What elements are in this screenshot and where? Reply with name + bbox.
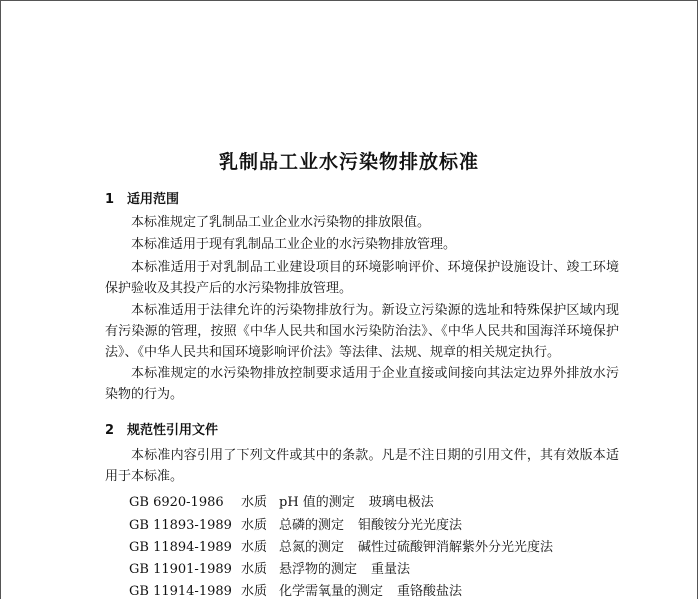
reference-row (129, 491, 434, 510)
reference-field: 水质 (241, 518, 268, 533)
reference-row (129, 580, 462, 599)
section-heading-text: 规范性引用文件 (127, 423, 219, 438)
reference-method: 重量法 (371, 562, 411, 577)
reference-name: 悬浮物的测定 (279, 562, 358, 577)
reference-name: 总磷的测定 (279, 518, 345, 533)
reference-row (129, 536, 553, 555)
paragraph: 本标准适用于对乳制品工业建设项目的环境影响评价、环境保护设施设计、竣工环境保护验收及其投产后的水污染物排放管理。 (105, 260, 619, 297)
reference-method: 重铬酸盐法 (397, 584, 463, 599)
reference-field: 水质 (241, 540, 268, 555)
reference-code: GB 11914-1989 (129, 584, 232, 599)
section-heading-scope (105, 188, 179, 207)
reference-row (129, 514, 462, 533)
reference-method: 碱性过硫酸钾消解紫外分光光度法 (358, 540, 554, 555)
section-heading-references (105, 419, 218, 438)
paragraph: 本标准规定的水污染物排放控制要求适用于企业直接或间接向其法定边界外排放水污染物的行为。 (105, 366, 619, 403)
reference-field: 水质 (241, 562, 268, 577)
reference-method: 玻璃电极法 (368, 495, 434, 510)
reference-name: 化学需氧量的测定 (279, 584, 384, 599)
reference-method: 钼酸铵分光光度法 (358, 518, 463, 533)
paragraph: 本标准适用于法律允许的污染物排放行为。新设立污染源的选址和特殊保护区域内现有污染源的管理，按照《中华人民共和国水污染防治法》、《中华人民共和国海洋环境保护法》、《中华人民共和国环境影响评价法》等法律、法规、规章的相关规定执行。 (105, 303, 619, 361)
section-number: 1 (105, 192, 115, 207)
reference-code: GB 11894-1989 (129, 540, 232, 555)
reference-name: pH 值的测定 (279, 495, 355, 510)
paragraph: 本标准适用于现有乳制品工业企业的水污染物排放管理。 (131, 237, 457, 252)
reference-field: 水质 (241, 495, 268, 510)
document-title: 乳制品工业水污染物排放标准 (218, 151, 479, 173)
paragraph: 本标准规定了乳制品工业企业水污染物的排放限值。 (131, 215, 431, 230)
section-heading-text: 适用范围 (127, 192, 180, 207)
reference-field: 水质 (241, 584, 268, 599)
section-number: 2 (105, 423, 115, 438)
paragraph: 本标准内容引用了下列文件或其中的条款。凡是不注日期的引用文件，其有效版本适用于本标准。 (105, 448, 619, 485)
reference-code: GB 11901-1989 (129, 562, 232, 577)
reference-code: GB 6920-1986 (129, 495, 224, 510)
reference-name: 总氮的测定 (279, 540, 345, 555)
reference-row (129, 558, 410, 577)
reference-code: GB 11893-1989 (129, 518, 232, 533)
